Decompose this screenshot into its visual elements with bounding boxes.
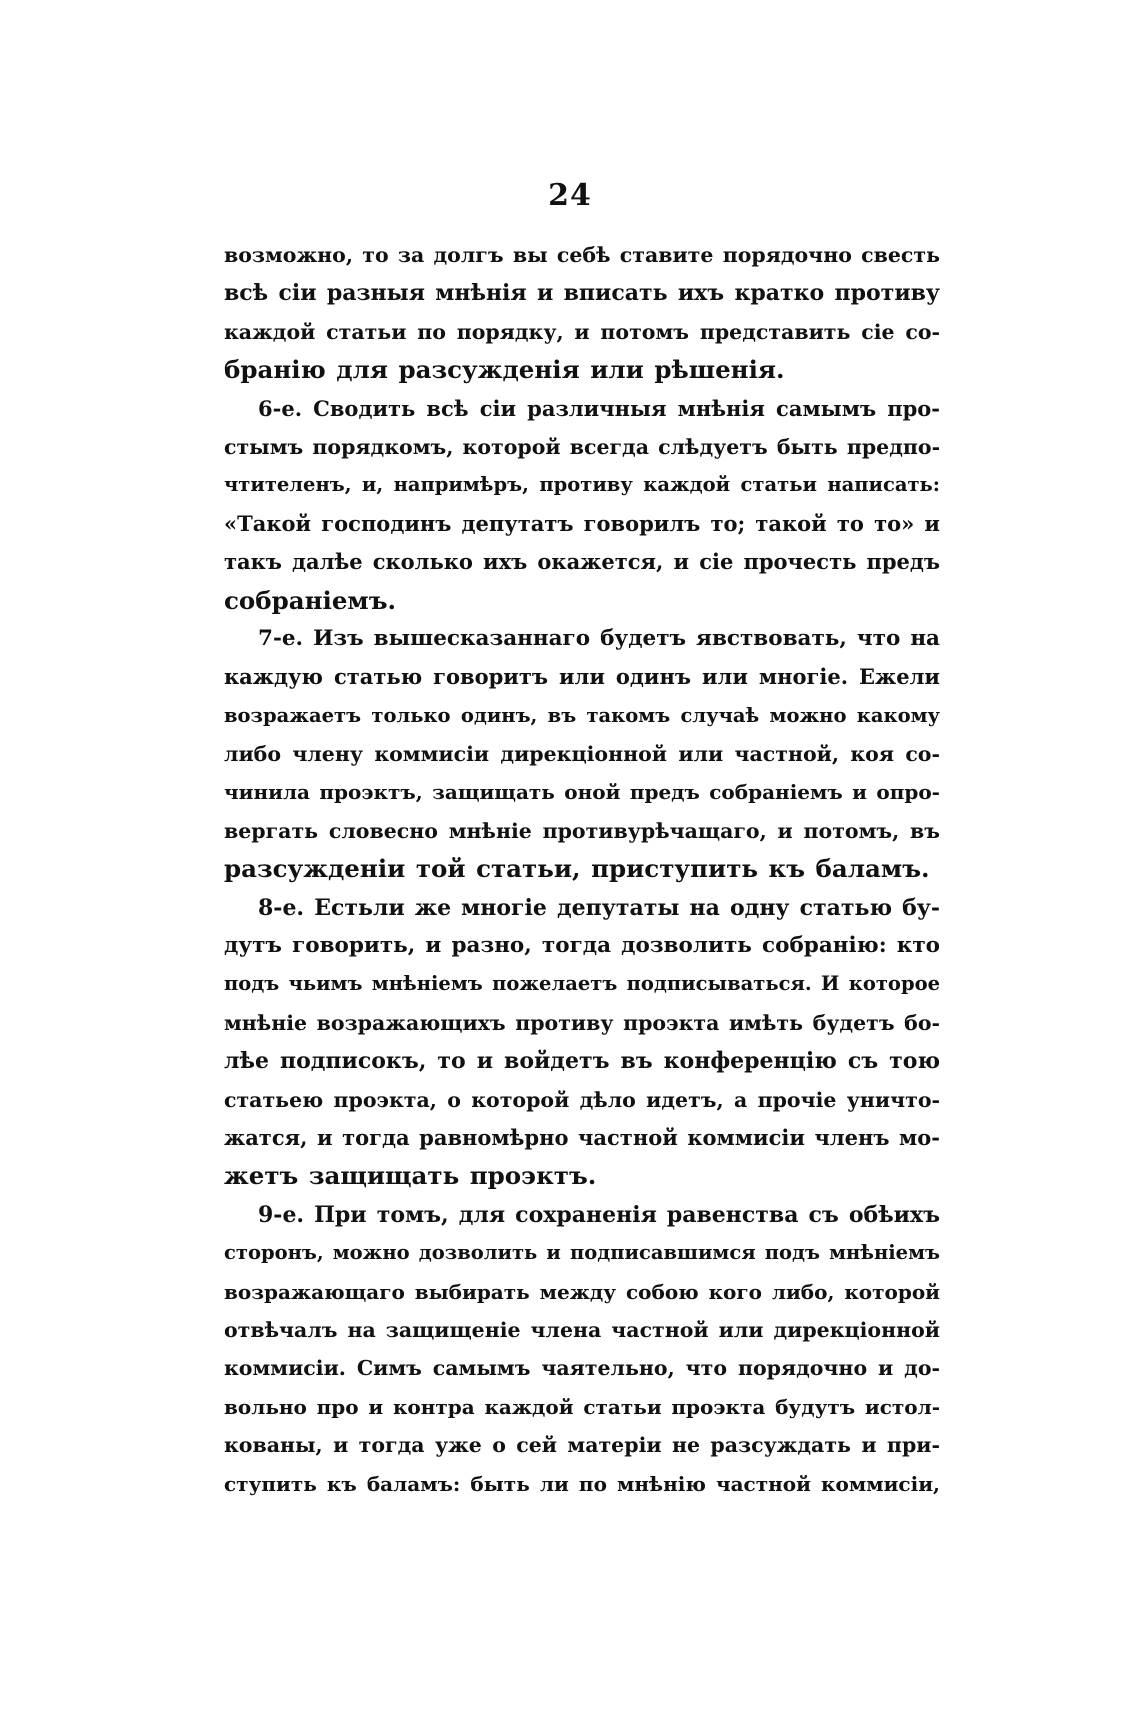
text-line: жатся, и тогда равномѣрно частной коммисіи членъ мо-	[224, 1124, 940, 1150]
text-line: вольно про и контра каждой статьи проэкта будутъ истол-	[224, 1394, 940, 1419]
text-line: сторонъ, можно дозволить и подписавшимся подъ мнѣніемъ	[224, 1241, 940, 1265]
text-line: всѣ сіи разныя мнѣнія и вписать ихъ кратко противу	[224, 280, 940, 307]
text-line: либо члену коммисіи дирекціонной или частной, коя со-	[224, 742, 940, 767]
page-number: 24	[548, 178, 592, 213]
paragraph-8-start: 8-е. Естьли же многіе депутаты на одну статью бу-	[258, 894, 940, 921]
text-line: каждой статьи по порядку, и потомъ представить сіе со-	[224, 319, 940, 344]
text-line: отвѣчалъ на защищеніе члена частной или дирекціонной	[224, 1317, 940, 1342]
text-line: статьею проэкта, о которой дѣло идетъ, а прочіе уничто-	[224, 1087, 940, 1112]
text-line: ступить къ баламъ: быть ли по мнѣнію частной коммисіи,	[224, 1471, 940, 1496]
text-line: возражаетъ только одинъ, въ такомъ случаѣ можно какому	[224, 703, 940, 727]
text-line: стымъ порядкомъ, которой всегда слѣдуетъ быть предпо-	[224, 434, 941, 459]
paragraph-9-start: 9-е. При томъ, для сохраненія равенства съ обѣихъ	[258, 1201, 940, 1228]
text-line: возможно, то за долгъ вы себѣ ставите порядочно свесть	[224, 243, 940, 267]
text-line: мнѣніе возражающихъ противу проэкта имѣть будетъ бо-	[224, 1010, 940, 1035]
text-line: собраніемъ.	[224, 585, 397, 615]
text-line: дутъ говорить, и разно, тогда дозволить собранію: кто	[224, 933, 940, 959]
text-line: коммисіи. Симъ самымъ чаятельно, что порядочно и до-	[224, 1356, 940, 1381]
text-line: чтителенъ, и, напримѣръ, противу каждой статьи написать:	[224, 473, 940, 497]
text-line: разсужденіи той статьи, приступить къ баламъ.	[224, 854, 930, 884]
paragraph-6-start: 6-е. Сводить всѣ сіи различныя мнѣнія самымъ про-	[258, 395, 940, 421]
text-line: чинила проэктъ, защищать оной предъ собраніемъ и опро-	[224, 780, 940, 805]
text-line: каждую статью говоритъ или одинъ или многіе. Ежели	[224, 664, 940, 690]
body-text	[224, 236, 940, 1503]
text-line: бранію для разсужденія или рѣшенія.	[224, 355, 785, 385]
text-line: возражающаго выбирать между собою кого либо, которой	[224, 1279, 940, 1304]
text-line: «Такой господинъ депутатъ говорилъ то; такой то то» и	[224, 510, 940, 536]
text-line: лѣе подписокъ, то и войдетъ въ конференцію съ тою	[224, 1048, 940, 1075]
text-line: кованы, и тогда уже о сей матеріи не разсуждать и при-	[224, 1433, 940, 1458]
text-line: такъ далѣе сколько ихъ окажется, и сіе прочесть предъ	[224, 549, 940, 575]
paragraph-7-start: 7-е. Изъ вышесказаннаго будетъ явствовать, что на	[258, 625, 940, 651]
text-line: вергать словесно мнѣніе противурѣчащаго, и потомъ, въ	[224, 818, 940, 843]
text-line: жетъ защищать проэктъ.	[224, 1161, 597, 1191]
text-line: подъ чьимъ мнѣніемъ пожелаетъ подписываться. И которое	[224, 972, 940, 996]
